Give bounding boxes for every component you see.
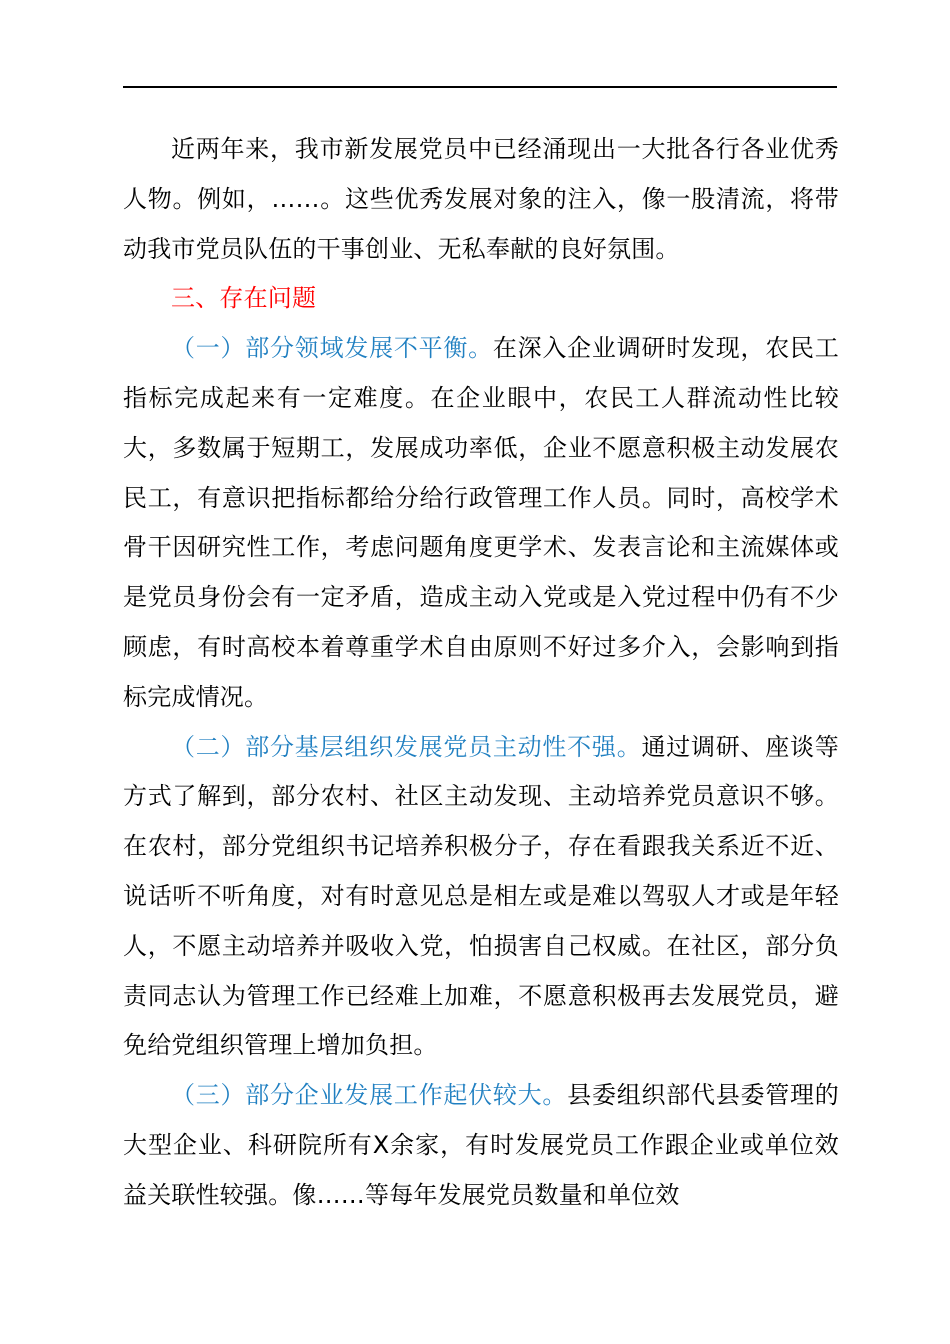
header-rule [123,86,837,88]
section-heading [123,274,839,324]
issue-paragraph-3 [123,1071,839,1220]
intro-paragraph [123,125,839,274]
issue-body-3: 县委组织部代县委管理的大型企业、科研院所有X余家，有时发展党员工作跟企业或单位效益关联性较强。像……等每年发展党员数量和单位效 [123,1081,839,1209]
section-heading-text: 三、存在问题 [171,284,317,313]
issue-title-2: （二）部分基层组织发展党员主动性不强。 [171,732,642,761]
intro-paragraph-text: 近两年来，我市新发展党员中已经涌现出一大批各行各业优秀人物。例如，……。这些优秀发展对象的注入，像一股清流，将带动我市党员队伍的干事创业、无私奉献的良好氛围。 [123,135,839,263]
issue-title-1: （一）部分领域发展不平衡。 [171,334,493,363]
issue-paragraph-2 [123,723,839,1072]
document-body [123,125,839,1221]
issue-paragraph-1 [123,324,839,722]
issue-title-3: （三）部分企业发展工作起伏较大。 [171,1081,568,1110]
issue-body-1: 在深入企业调研时发现，农民工指标完成起来有一定难度。在企业眼中，农民工人群流动性比较大，多数属于短期工，发展成功率低，企业不愿意积极主动发展农民工，有意识把指标都给分给行政管理工作人员。同时，高校学术骨干因研究性工作，考虑问题角度更学术、发表言论和主流媒体或是党员身份会有一定矛盾，造成主动入党或是入党过程中仍有不少顾虑，有时高校本着尊重学术自由原则不好过多介入，会影响到指标完成情况。 [123,334,839,711]
issue-body-2: 通过调研、座谈等方式了解到，部分农村、社区主动发现、主动培养党员意识不够。在农村，部分党组织书记培养积极分子，存在看跟我关系近不近、说话听不听角度，对有时意见总是相左或是难以驾驭人才或是年轻人，不愿主动培养并吸收入党，怕损害自己权威。在社区，部分负责同志认为管理工作已经难上加难，不愿意积极再去发展党员，避免给党组织管理上增加负担。 [123,732,839,1060]
